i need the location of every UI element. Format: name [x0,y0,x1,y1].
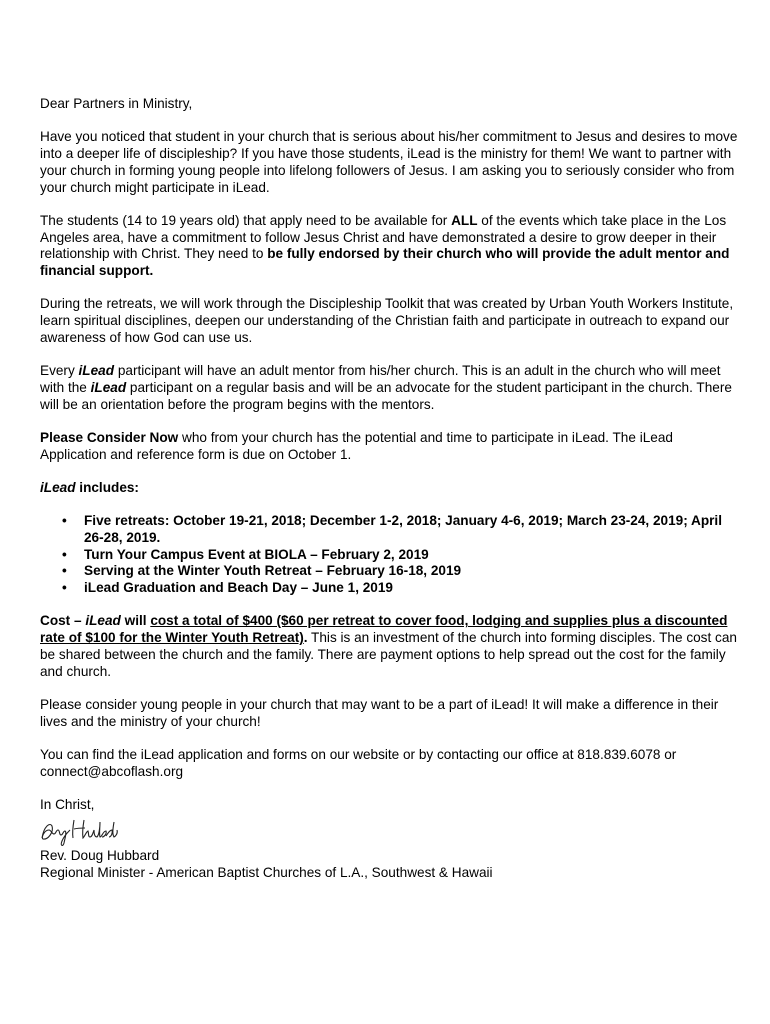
cost-will: will [120,613,151,629]
cost-period: . [303,630,308,646]
mentor-ilead-2: iLead [90,379,127,395]
includes-list [40,513,740,597]
mentor-text-2: participant will have an adult mentor from his/her church. This is an adult in the church who will meet with the [40,363,721,395]
cost-lead: Cost – [40,613,86,629]
requirements-endorsement: be fully endorsed by their church who will provide the adult mentor and financial support. [40,246,730,279]
list-item: • iLead Graduation and Beach Day – June 1, 2019 [84,580,740,597]
cost-underlined: cost a total of $400 ($60 per retreat to cover food, lodging and supplies plus a discounted rate of $100 for the Winter Youth Retreat) [40,613,728,646]
signature [40,816,740,848]
letter-body [40,96,740,881]
requirements-text-2: of the events which take place in the Los Angeles area, have a commitment to follow Jesus Christ and have demonstrated a desire to grow deeper in their relationship with Christ. They need to [40,212,727,262]
list-item: • Turn Your Campus Event at BIOLA – February 2, 2019 [84,547,740,564]
paragraph-consider [40,430,740,464]
includes-heading [40,480,740,497]
list-item: • Five retreats: October 19-21, 2018; December 1-2, 2018; January 4-6, 2019; March 23-24, 2019; April 26-28, 2019. [84,513,740,547]
mentor-text-3: participant on a regular basis and will be an advocate for the student participant in the church. There will be an orientation before the program begins with the mentors. [40,379,732,412]
mentor-text-1: Every [40,363,79,379]
cost-text: This is an investment of the church into forming disciples. The cost can be shared between the church and the family. There are payment options to help spread out the cost for the family and church. [40,630,737,679]
includes-heading-text: includes: [75,479,139,495]
paragraph-contact: You can find the iLead application and forms on our website or by contacting our office at 818.839.6078 or connect@abcoflash.org [40,747,677,779]
signer-name: Rev. Doug Hubbard [40,847,160,863]
paragraph-intro: Have you noticed that student in your church that is serious about his/her commitment to Jesus and desires to move into a deeper life of discipleship? If you have those students, iLead is the ministry for them! We want to partner with your church in forming young people into lifelong followers of Jesus. I am asking you to seriously consider who from your church might participate in iLead. [40,129,738,195]
paragraph-requirements [40,213,740,280]
requirements-text-1: The students (14 to 19 years old) that apply need to be available for [40,212,452,228]
paragraph-appeal: Please consider young people in your church that may want to be a part of iLead! It will make a difference in their lives and the ministry of your church! [40,697,719,729]
requirements-all: ALL [451,212,478,228]
paragraph-cost [40,613,740,680]
salutation: Dear Partners in Ministry, [40,96,193,111]
cost-ilead: iLead [85,613,121,629]
list-item: • Serving at the Winter Youth Retreat – February 16-18, 2019 [84,563,740,580]
consider-text: who from your church has the potential and time to participate in iLead. The iLead Application and reference form is due on October 1. [40,429,673,462]
paragraph-retreats: During the retreats, we will work through the Discipleship Toolkit that was created by Urban Youth Workers Institute, learn spiritual disciplines, deepen our understanding of the Christian faith and participate in outreach to expand our awareness of how God can use us. [40,296,734,345]
signer-title: Regional Minister - American Baptist Churches of L.A., Southwest & Hawaii [40,864,493,880]
paragraph-mentor [40,363,740,413]
includes-ilead: iLead [40,479,76,495]
closing: In Christ, [40,797,95,812]
consider-bold: Please Consider Now [40,429,179,445]
signature-image [40,816,120,848]
mentor-ilead-1: iLead [78,363,115,379]
